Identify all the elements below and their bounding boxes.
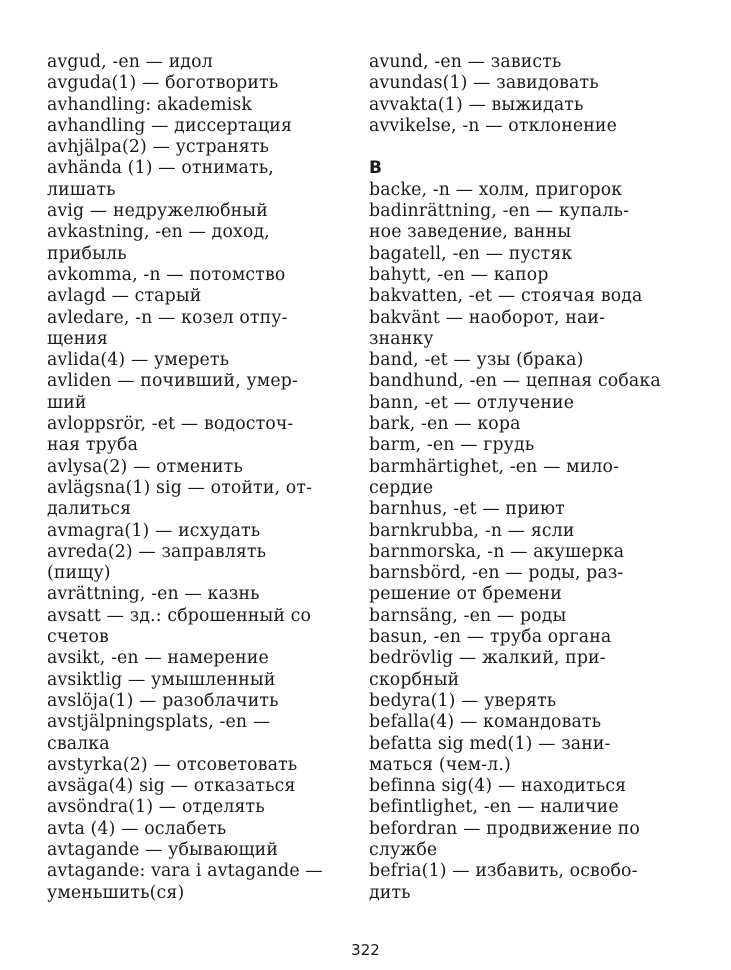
dictionary-entry-line: bakvatten, -et — стоячая вода	[369, 286, 643, 307]
dictionary-entry-line: решение от бремени	[369, 584, 562, 605]
right-column-top-entries	[369, 52, 689, 137]
dictionary-entry-line: barnmorska, -n — акушерка	[369, 541, 625, 562]
dictionary-entry-line: bark, -en — кора	[369, 414, 521, 435]
section-letter-heading: B	[369, 158, 383, 179]
dictionary-entry-line: avta (4) — ослабеть	[47, 818, 227, 839]
dictionary-entry-line: befinna sig(4) — находиться	[369, 776, 627, 797]
dictionary-entry-line: лишать	[47, 179, 116, 200]
left-column	[47, 52, 347, 904]
dictionary-entry-line: avundas(1) — завидовать	[369, 73, 599, 94]
dictionary-entry-line: badinrättning, -en — купаль-	[369, 201, 630, 222]
dictionary-entry-line: bann, -et — отлучение	[369, 392, 575, 413]
dictionary-entry-line: свалка	[47, 733, 110, 754]
dictionary-entry-line: avund, -en — зависть	[369, 52, 562, 72]
dictionary-entry-line: avlida(4) — умереть	[47, 350, 230, 371]
dictionary-entry-line: avhandling: akademisk	[47, 94, 253, 115]
dictionary-entry-line: bagatell, -en — пустяк	[369, 243, 573, 264]
dictionary-entry-line: barmhärtighet, -en — мило-	[369, 456, 620, 477]
dictionary-entry-line: щения	[47, 328, 108, 349]
right-column	[369, 52, 689, 904]
dictionary-entry-line: basun, -en — труба органа	[369, 627, 612, 648]
dictionary-entry-line: avtagande: vara i avtagande —	[47, 861, 323, 882]
dictionary-entry-line: avtagande — убывающий	[47, 839, 279, 860]
dictionary-entry-line: маться (чем-л.)	[369, 754, 511, 775]
dictionary-entry-line: barnsäng, -en — роды	[369, 605, 567, 626]
dictionary-entry-line: befintlighet, -en — наличие	[369, 797, 619, 818]
dictionary-entry-line: avrättning, -en — казнь	[47, 584, 260, 605]
dictionary-entry-line: avlägsna(1) sig — отойти, от-	[47, 477, 313, 498]
dictionary-entry-line: avgud, -en — идол	[47, 52, 213, 72]
dictionary-entry-line: befria(1) — избавить, освобо-	[369, 861, 638, 882]
dictionary-entry-line: bakvänt — наоборот, наи-	[369, 307, 606, 328]
dictionary-entry-line: bandhund, -en — цепная собака	[369, 371, 661, 392]
dictionary-entry-line: avlysa(2) — отменить	[47, 456, 243, 477]
dictionary-entry-line: barm, -en — грудь	[369, 435, 535, 456]
dictionary-entry-line: avliden — почивший, умер-	[47, 371, 298, 392]
dictionary-entry-line: barnkrubba, -n — ясли	[369, 520, 575, 541]
dictionary-entry-line: avlagd — старый	[47, 286, 202, 307]
dictionary-entry-line: avsikt, -en — намерение	[47, 648, 269, 669]
dictionary-entry-line: прибыль	[47, 243, 127, 264]
dictionary-entry-line: avguda(1) — боготворить	[47, 73, 279, 94]
dictionary-entry-line: ший	[47, 392, 87, 413]
dictionary-entry-line: ная труба	[47, 435, 139, 456]
page-number: 322	[351, 941, 380, 959]
dictionary-entry-line: ное заведение, ванны	[369, 222, 572, 243]
dictionary-entry-line: скорбный	[369, 669, 460, 690]
dictionary-entry-line: backe, -n — холм, пригорок	[369, 179, 623, 200]
dictionary-entry-line: (пищу)	[47, 563, 111, 584]
dictionary-entry-line: band, -et — узы (брака)	[369, 350, 584, 371]
dictionary-entry-line: avvakta(1) — выжидать	[369, 94, 584, 115]
dictionary-entry-line: bahytt, -en — капор	[369, 264, 549, 285]
dictionary-entry-line: avsöndra(1) — отделять	[47, 797, 265, 818]
dictionary-entry-line: avhända (1) — отнимать,	[47, 158, 274, 179]
dictionary-entry-line: barnhus, -et — приют	[369, 499, 565, 520]
section-spacer	[369, 137, 689, 158]
dictionary-entry-line: avstyrka(2) — отсоветовать	[47, 754, 298, 775]
dictionary-entry-line: avhjälpa(2) — устранять	[47, 137, 270, 158]
dictionary-entry-line: barnsbörd, -en — роды, раз-	[369, 563, 624, 584]
dictionary-entry-line: avmagra(1) — исхудать	[47, 520, 261, 541]
dictionary-entry-line: avslöja(1) — разоблачить	[47, 690, 279, 711]
dictionary-entry-line: знанку	[369, 328, 434, 349]
dictionary-entry-line: далиться	[47, 499, 132, 520]
dictionary-entry-line: avreda(2) — заправлять	[47, 541, 267, 562]
dictionary-entry-line: befatta sig med(1) — зани-	[369, 733, 611, 754]
dictionary-entry-line: avsiktlig — умышленный	[47, 669, 276, 690]
dictionary-entry-line: befordran — продвижение по	[369, 818, 640, 839]
dictionary-entry-line: дить	[369, 882, 411, 903]
right-column-bottom-entries	[369, 180, 689, 904]
dictionary-entry-line: avsatt — зд.: сброшенный со	[47, 605, 312, 626]
dictionary-entry-line: службе	[369, 839, 438, 860]
dictionary-entry-line: avstjälpningsplats, -en —	[47, 712, 271, 733]
dictionary-entry-line: сердие	[369, 477, 434, 498]
dictionary-entry-line: avkastning, -en — доход,	[47, 222, 270, 243]
dictionary-entry-line: bedrövlig — жалкий, при-	[369, 648, 606, 669]
dictionary-entry-line: avsäga(4) sig — отказаться	[47, 776, 296, 797]
dictionary-entry-line: avloppsrör, -et — водосточ-	[47, 414, 294, 435]
dictionary-entry-line: bedyra(1) — уверять	[369, 690, 557, 711]
dictionary-entry-line: avvikelse, -n — отклонение	[369, 115, 617, 136]
dictionary-entry-line: avig — недружелюбный	[47, 201, 268, 222]
dictionary-entry-line: avkomma, -n — потомство	[47, 264, 286, 285]
dictionary-entry-line: befalla(4) — командовать	[369, 712, 602, 733]
dictionary-entry-line: avhandling — диссертация	[47, 115, 293, 136]
dictionary-entry-line: счетов	[47, 627, 109, 648]
dictionary-entry-line: avledare, -n — козел отпу-	[47, 307, 288, 328]
dictionary-entry-line: уменьшить(ся)	[47, 882, 185, 903]
